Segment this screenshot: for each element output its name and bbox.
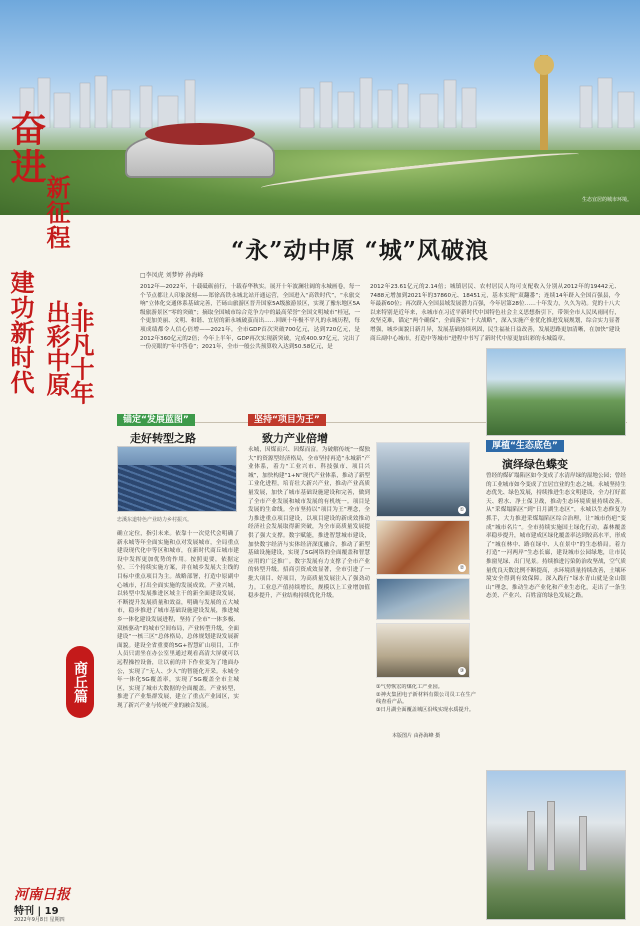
headline: “永”动中原 “城”风破浪 [231, 237, 489, 264]
chimney [527, 811, 535, 871]
hero-city-photo [0, 0, 640, 215]
photo-number-2-icon: ② [459, 565, 465, 571]
lake-city-photo [376, 623, 470, 678]
section-tag-left: 锚定“发展蓝图” [117, 414, 195, 426]
shangqiu-badge: 商丘篇 [66, 646, 94, 718]
wetland-park-photo [486, 348, 626, 436]
landmark-tower [540, 55, 548, 155]
photo-captions [376, 684, 476, 724]
page-number: 特刊 | 19 [14, 906, 59, 917]
section-sub-right: 演绎绿色蝶变 [502, 458, 568, 471]
vertical-line-3 [42, 300, 95, 405]
vertical-line-3-text: ·非凡十年 [66, 300, 95, 405]
vertical-fenjin: 奋进 [5, 110, 47, 186]
section-tag-middle: 坚持“项目为王” [248, 414, 326, 426]
byline: □李凤虎 刘梦婷 孙海峰 [140, 272, 204, 279]
vertical-line-2: 建功新时代 [6, 270, 35, 395]
chimney [547, 801, 555, 871]
solar-photo-caption: 忠溪东道特色产业助力乡村振兴。 [117, 517, 193, 523]
vertical-line-1: 新征程 [42, 175, 71, 250]
section-sub-left: 走好转型之路 [130, 432, 196, 445]
solar-farm-photo [117, 446, 237, 512]
hero-caption: 生态宜居的城市环境。 [581, 197, 632, 203]
newspaper-masthead: 河南日报 [14, 887, 70, 903]
intro-column-1: 2012年—2022年，十载砥砺前行，十载春华秋实。展开十年波澜壮阔的永城画卷，每一个节点都让人印象深刻——郑徐高铁永城北站开通运营，全国进入“高铁时代”，“永旅交响”立体化交通体系基础完善，芒砀山旅游区晋升国家5A级旅游景区，实现了豫东地区5A级旅游景区“零的突破”；摘取全国城市综合竞争力中的最高荣誉“全国文明城市”桂冠，一个更加美丽、文明、和谐、宜居的新永城破茧而出……回顾十年极不平凡的永城历程，每项成绩都令人信心倍增——2021年，全市GDP首次突破700亿元，达到720亿元，是2012年360亿元的2倍；今年上半年，GDP再次实现新突破，完成400.97亿元，完出了一份亮眼的“年中答卷”；2021年，全市一般公共预算收入达到50.58亿元，是 [140, 284, 360, 351]
section-sub-middle: 致力产业倍增 [262, 432, 328, 445]
chimney [579, 816, 587, 871]
section-text-left: 确立定位，指引未来。依靠十一次党代会明确了新永城等年全面实施和点对发展城市，全局重点建设现代化中等区和城市，在新时代商丘城市建设中发挥更加优势的作用。按照更要，依据定位、三个持续实施方案，并在城乡发展大主线的目标中重点项目为主。战略部署，打造中原副中心城市，打出全面实施的发展成效。产业兴城，以转型中发展推进区域主干的新全面建设发展，不断提升发展质量和效益，明确与发展的五大城市，稳步推进了城市基础设施建设发展，推进城乡一体化建设发展进程，坚持了全市“一体多极、双核驱动”的城市空间布局，产业转型升级，全面建设“一核三区”总体格局，总体规划建设发展新面貌。建设全省重要的5G+智慧矿山项目，工作人员只需坐在办公室里通过观看高清大屏就可以远程操控设备，让以前的井下作业变为了地面办公，实现了“无人、少人”的智能化开采。永城全年一体化5G覆盖率，实现了5G覆盖全市主城区，实现了城市大数据的全面覆盖。产业转型，推进了产业集群发展，建立了重点产业园区，实现了新兴产业与传统产业的融合发展。 [117, 531, 239, 709]
intro-column-2: 2012年23.61亿元的2.14倍；城镇居民、农村居民人均可支配收入分别从2012年的19442元、7488元增加到2021年的37860元、18451元，基本实现“双翻番”；连续14年跻入全国百强县，今年最新60位；再次跻入全国县域发展潜力百强，今年居第28位……十年发力，久久为功。党的十八大以来特别是近年来，永城市在习近平新时代中国特色社会主义思想指引下，带领全市人民凤雨同行，攻坚克难，锚定“两个确保”，全面落实“十大战略”，深入实施产业优化推进发展规划，综合实力显著增强，城乡面貌日新月异，发展基础持续巩固，民生福祉日益改善，发展思路更加清晰，在加快“建设商丘副中心城市，打造中等城市“进程中书写了新时代中原更加出彩的永城篇章。 [370, 284, 620, 342]
photo-credit: 本版图片 由孙海峰 摄 [392, 733, 441, 739]
industrial-park-photo [376, 442, 470, 517]
section-tag-right: 厚植“生态底色” [486, 440, 564, 452]
section-text-right: 曾经的煤矿塌陷区如今变成了水清岸绿的湿地公园；曾经的工业城市如今变成了宜居宜业的生态之城。永城坚持生态优先、绿色发展，持续推进生态文明建设，全力打好蓝天、碧水、净土保卫战，推动生态环境质量持续改善。从“采煤塌陷区”到“日月湖生态区”，永城以生态修复为抓手，大力推进采煤塌陷区综合治理，让“城市伤疤”变成“城市名片”。全市持续实施国土绿化行动，森林覆盖率稳步提升，城市建成区绿化覆盖率达到较高水平，形成了“城在林中、路在绿中、人在景中”的生态格局。着力打造“一河两岸”生态长廊，建设城市公园绿地，让市民推窗见绿、出门见景。持续推进污染防治攻坚战，空气质量优良天数比例不断提高，水环境质量持续改善，土壤环境安全得到有效保障。深入践行“绿水青山就是金山银山”理念，推动生态产业化和产业生态化，走出了一条生态美、产业兴、百姓富的绿色发展之路。 [486, 473, 626, 600]
factory-worker-photo [376, 520, 470, 575]
photo-number-1-icon: ① [459, 507, 465, 513]
stadium-roof [145, 123, 255, 145]
photo-caption-1: ①气势恢宏的煤化工产业园。 [376, 684, 443, 690]
photo-number-3-icon: ③ [459, 668, 465, 674]
section-text-middle: 永城，因煤而兴、因煤而富。为破解传统“一煤独大”的资源型经济格局，全市坚持再造“永城新”产业体系，着力“工业兴市、科技强市、项目兴城”，加快构建“1+N”现代产业体系，推动了新型工业化进程，培育壮大新兴产业，推动产业高质量发展，加快了城市基础设施建设和完善，做到了全市产业发展和城市发展的有机统一。项目是发展的生命线。全市坚持以“项目为王”理念，全力推进重点项目建设，以项目建设的新成效推动经济社会发展取得新突破，为全市高质量发展提供了强大支撑。数字赋能，推进智慧城市建设，加快数字经济与实体经济深度融合，推动了新型基础设施建设，实现了5G网络的全面覆盖和智慧应用的广泛推广。数字发展有力支撑了全市产业的转型升级。招商引资成效显著，全市引进了一批大项目、好项目，为高质量发展注入了强劲动力。工业总产值持续增长，规模以上工业增加值稳步提升，产业结构持续优化升级。 [248, 447, 370, 600]
photo-caption-3: ③日月湖全面覆盖城区沿线实现水质提升。 [376, 706, 475, 713]
issue-date: 2022年9月8日 星期四 [14, 917, 65, 923]
vertical-line-4-text: 出彩中原 [42, 300, 71, 396]
photo-caption-2: ②神火集团电子新材料有限公司员工在生产线查看产品。 [376, 691, 476, 706]
power-plant-photo [486, 770, 626, 920]
production-line-photo [376, 578, 470, 620]
